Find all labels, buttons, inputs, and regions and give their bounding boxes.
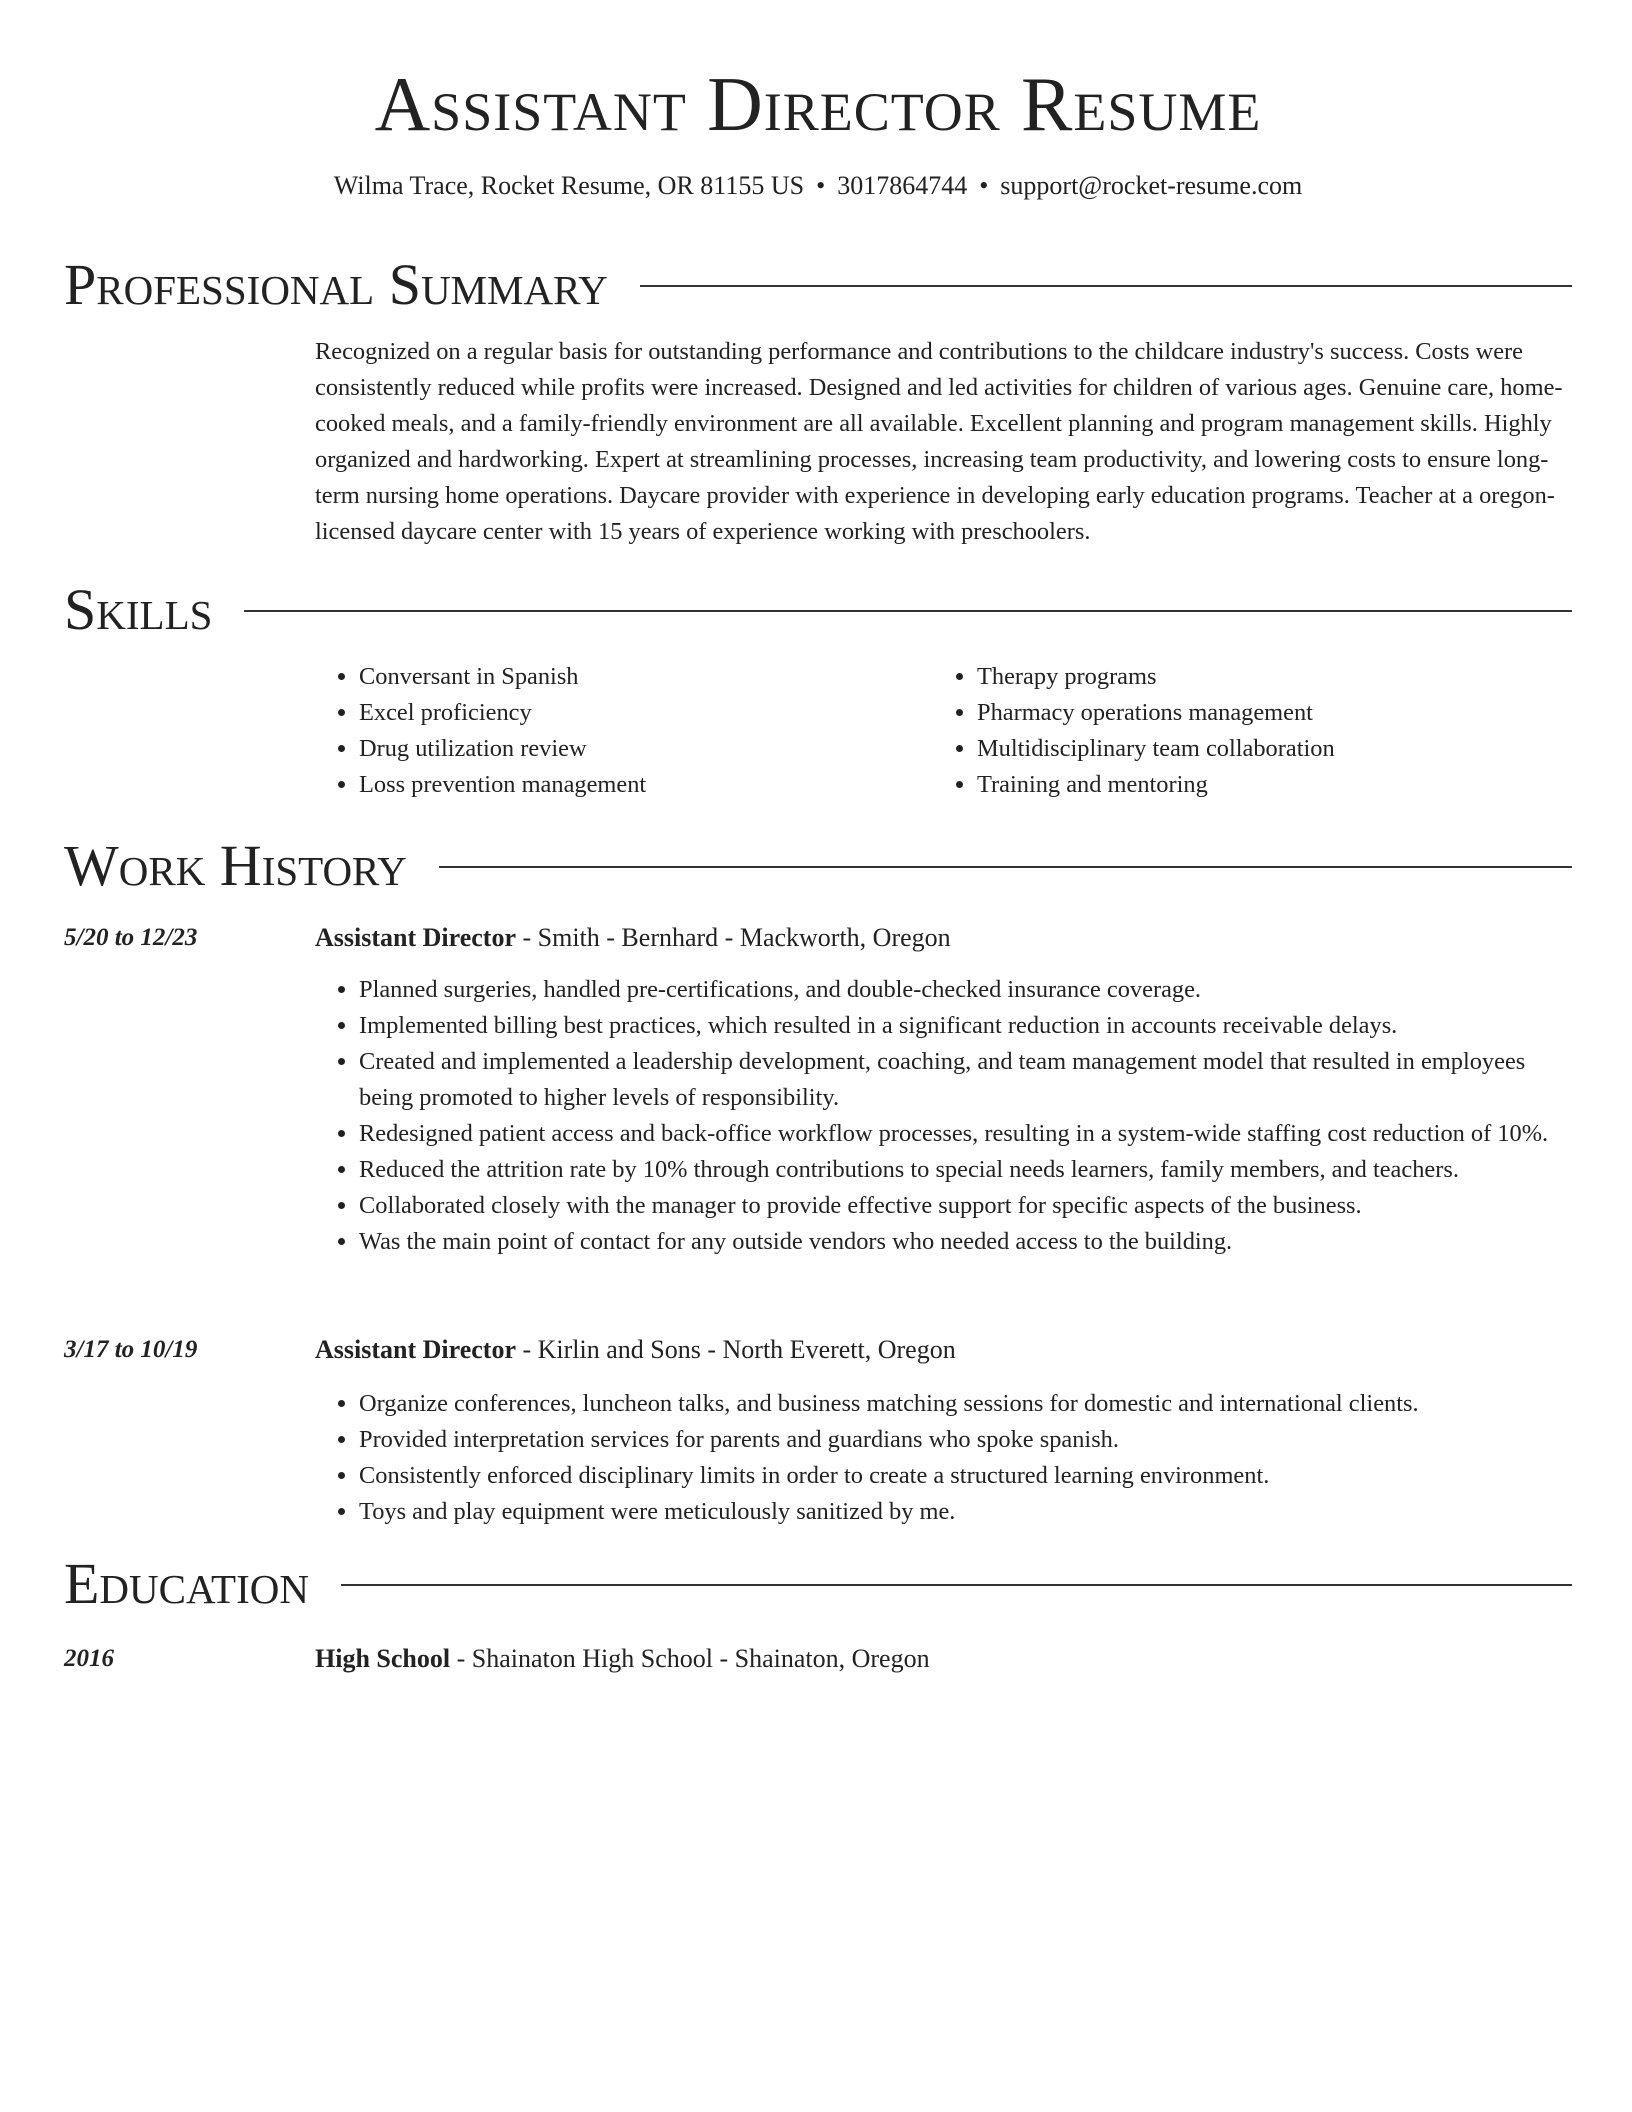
skill-item: • Drug utilization review: [359, 731, 933, 767]
skill-item: • Conversant in Spanish: [359, 659, 933, 695]
section-divider: [640, 285, 1572, 287]
job-title: Assistant Director: [315, 1335, 516, 1364]
education-year: 2016: [64, 1645, 114, 1672]
job-bullet: • Reduced the attrition rate by 10% through contributions to special needs learners, family members, and teachers.: [359, 1152, 1573, 1188]
resume-page: [64, 0, 1572, 1673]
work-history-section-header: [64, 834, 1572, 898]
job-bullet: • Organize conferences, luncheon talks, and business matching sessions for domestic and international clients.: [359, 1386, 1573, 1422]
contact-email: support@rocket-resume.com: [1000, 171, 1303, 200]
education-school: - Shainaton High School - Shainaton, Oregon: [450, 1644, 930, 1673]
job-employer: - Kirlin and Sons - North Everett, Oregon: [515, 1335, 956, 1364]
skills-section-header: [64, 578, 1572, 642]
job-bullet: • Provided interpretation services for parents and guardians who spoke spanish.: [359, 1422, 1573, 1458]
education-section-header: [64, 1552, 1572, 1616]
education-degree: High School: [315, 1644, 451, 1673]
job-bullet: • Collaborated closely with the manager to provide effective support for specific aspects of the business.: [359, 1188, 1573, 1224]
job-bullets: [315, 972, 1573, 1260]
work-history-heading: Work History: [64, 833, 407, 898]
skills-column-1: [315, 659, 933, 803]
contact-line: [64, 168, 1572, 204]
job-bullets: [315, 1386, 1573, 1530]
job-bullet: • Toys and play equipment were meticulously sanitized by me.: [359, 1494, 1573, 1530]
job-bullet: • Planned surgeries, handled pre-certifications, and double-checked insurance coverage.: [359, 972, 1573, 1008]
contact-separator: •: [816, 171, 826, 200]
education-heading-line: [315, 1641, 930, 1677]
skill-item: • Multidisciplinary team collaboration: [977, 731, 1551, 767]
document-title: Assistant Director Resume: [374, 61, 1262, 147]
skill-item: • Pharmacy operations management: [977, 695, 1551, 731]
job-bullet: • Consistently enforced disciplinary limits in order to create a structured learning environment.: [359, 1458, 1573, 1494]
contact-address: Wilma Trace, Rocket Resume, OR 81155 US: [333, 171, 805, 200]
job-bullet: • Was the main point of contact for any outside vendors who needed access to the building.: [359, 1224, 1573, 1260]
job-heading: [315, 1332, 956, 1368]
job-heading: [315, 920, 951, 956]
skills-column-2: [933, 659, 1551, 803]
skill-item: • Training and mentoring: [977, 767, 1551, 803]
job-title: Assistant Director: [315, 923, 516, 952]
job-dates: 5/20 to 12/23: [64, 924, 198, 951]
section-divider: [439, 866, 1572, 868]
skill-item: • Therapy programs: [977, 659, 1551, 695]
skill-item: • Loss prevention management: [359, 767, 933, 803]
summary-heading: Professional Summary: [64, 252, 608, 317]
contact-phone: 3017864744: [837, 171, 968, 200]
job-bullet: • Implemented billing best practices, which resulted in a significant reduction in accounts receivable delays.: [359, 1008, 1573, 1044]
contact-separator: •: [979, 171, 989, 200]
section-divider: [341, 1584, 1572, 1586]
education-heading: Education: [64, 1551, 309, 1616]
job-bullet: • Redesigned patient access and back-office workflow processes, resulting in a system-wide staffing cost reduction of 10%.: [359, 1116, 1573, 1152]
skill-item: • Excel proficiency: [359, 695, 933, 731]
job-bullet: • Created and implemented a leadership development, coaching, and team management model that resulted in employees being promoted to higher levels of responsibility.: [359, 1044, 1573, 1116]
summary-text: Recognized on a regular basis for outstanding performance and contributions to the childcare industry's success. Costs were consistently reduced while profits were increased. Designed and led activities for children of various ages. Genuine care, home-cooked meals, and a family-friendly environment are all available. Excellent planning and program management skills. Highly organized and hardworking. Expert at streamlining processes, increasing team productivity, and lowering costs to ensure long-term nursing home operations. Daycare provider with experience in developing early education programs. Teacher at a oregon-licensed daycare center with 15 years of experience working with preschoolers.: [315, 338, 1563, 545]
skills-heading: Skills: [64, 577, 213, 642]
skills-list: [315, 659, 1572, 803]
section-divider: [244, 610, 1572, 612]
job-employer: - Smith - Bernhard - Mackworth, Oregon: [515, 923, 951, 952]
summary-section-header: [64, 253, 1572, 317]
job-dates: 3/17 to 10/19: [64, 1336, 198, 1363]
